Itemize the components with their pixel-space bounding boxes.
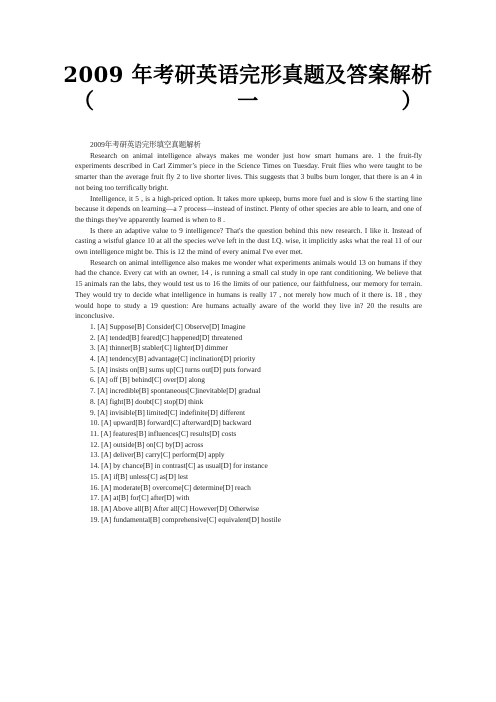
option-line-18: 18. [A] Above all[B] After all[C] However[D] Otherwise [90,503,260,513]
option-line-17: 17. [A] at[B] for[C] after[D] with [90,493,190,503]
option-line-9: 9. [A] invisible[B] limited[C] indefinite[D] different [90,407,246,417]
paragraph-2: Intelligence, it 5 , is a high-priced option. It takes more upkeep, burns more fuel and is slow 6 the starting line because it depends on learning—a 7 process—instead of instinct. Plenty of other species are able to learn, and one of the things they've apparently learned is when to 8 . [75,193,422,224]
subheading: 2009年考研英语完形填空真题解析 [90,140,201,149]
option-line-19: 19. [A] fundamental[B] comprehensive[C] equivalent[D] hostile [90,514,281,524]
paragraph-4: Research on animal intelligence also makes me wonder what experiments animals would 13 on humans if they had the chance. Every cat with an owner, 14 , is running a small cal study in ope rant conditioning. We believe that 15 animals ran the labs, they would test us to 16 the limits of our patience, our faithfulness, our memory for terrain. They would try to decide what intelligence in humans is really 17 , not merely how much of it there is. 18 , they would hope to study a 19 question: Are humans actually aware of the world they live in? 20 the results are inconclusive. [75,257,422,321]
title-part-number: 一 [237,88,259,113]
title-right-paren: ） [401,88,423,113]
option-line-13: 13. [A] deliver[B] carry[C] perform[D] apply [90,450,225,460]
option-line-16: 16. [A] moderate[B] overcome[C] determine[D] reach [90,482,251,492]
paragraph-1: Research on animal intelligence always makes me wonder just how smart humans are. 1 the fruit-fly experiments described in Carl Zimmer’s piece in the Science Times on Tuesday. Fruit flies who were taught to be smarter than the average fruit fly 2 to live shorter lives. This suggests that 3 bulbs burn longer, that there is an 4 in not being too terrifically bright. [75,150,422,192]
option-line-10: 10. [A] upward[B] forward[C] afterward[D] backward [90,418,252,428]
document-body [75,140,422,525]
document-title: 2009 年考研英语完形真题及答案解析 [63,62,433,87]
option-line-5: 5. [A] insists on[B] sums up[C] turns out[D] puts forward [90,364,261,374]
option-line-12: 12. [A] outside[B] on[C] by[D] across [90,439,204,449]
option-line-11: 11. [A] features[B] influences[C] results[D] costs [90,428,237,438]
option-line-4: 4. [A] tendency[B] advantage[C] inclination[D] priority [90,354,256,364]
paragraph-3: Is there an adaptive value to 9 intelligence? That's the question behind this new research. I like it. Instead of casting a wistful glance 10 at all the species we've left in the dust I.Q. wise, it implicitly asks what the real 11 of our own intelligence might be. This is 12 the mind of every animal I've ever met. [75,225,422,257]
document-title-line2 [0,88,496,114]
option-line-3: 3. [A] thinner[B] stabler[C] lighter[D] dimmer [90,343,228,353]
option-line-2: 2. [A] tended[B] feared[C] happened[D] threatened [90,332,243,342]
option-line-7: 7. [A] incredible[B] spontaneous[C]inevitable[D] gradual [90,386,261,396]
option-line-14: 14. [A] by chance[B] in contrast[C] as usual[D] for instance [90,461,268,471]
option-line-1: 1. [A] Suppose[B] Consider[C] Observe[D] Imagine [90,321,246,331]
option-line-15: 15. [A] if[B] unless[C] as[D] lest [90,471,189,481]
title-left-paren: （ [73,88,95,113]
option-line-6: 6. [A] off [B] behind[C] over[D] along [90,375,206,385]
option-line-8: 8. [A] fight[B] doubt[C] stop[D] think [90,396,204,406]
